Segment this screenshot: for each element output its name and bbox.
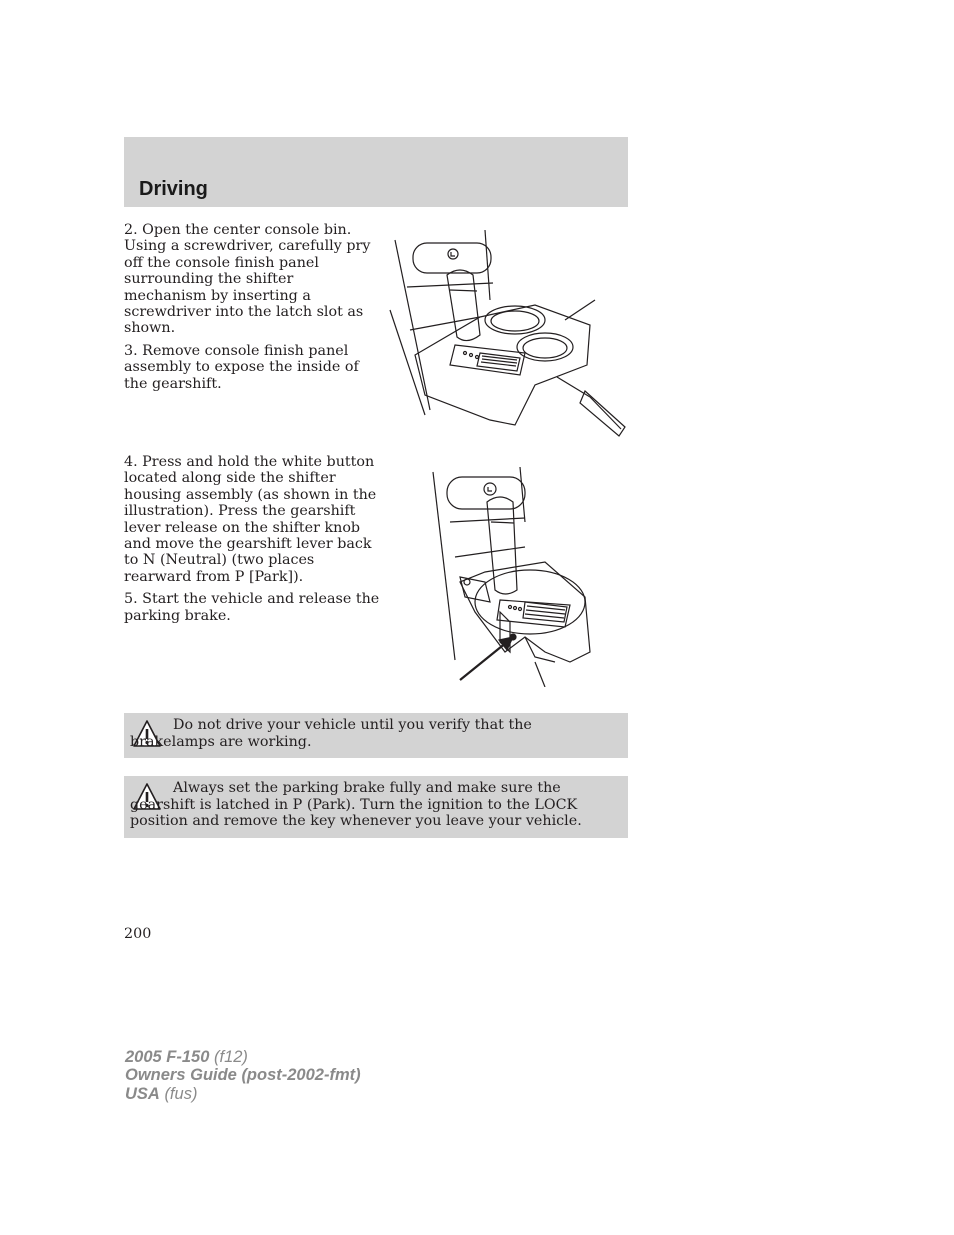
warning-text-brakelamps: Do not drive your vehicle until you verify that the brakelamps are working. xyxy=(130,717,532,750)
shifter-button-illustration xyxy=(425,462,605,687)
step-5: 5. Start the vehicle and release the parking brake. xyxy=(124,591,380,624)
document-footer xyxy=(125,1048,361,1103)
footer-model: 2005 F-150 xyxy=(125,1048,210,1066)
console-screwdriver-illustration xyxy=(385,225,630,440)
steps-bottom xyxy=(124,454,380,630)
footer-guide: Owners Guide (post-2002-fmt) xyxy=(125,1066,361,1085)
warning-box-brakelamps xyxy=(124,713,628,758)
page-number: 200 xyxy=(124,926,152,942)
step-3: 3. Remove console finish panel assembly to expose the inside of the gearshift. xyxy=(124,342,359,392)
warning-text-parking: Always set the parking brake fully and make sure the gearshift is latched in P (Park). Turn the ignition to the LOCK position and remove the key whenever you leave your vehicle. xyxy=(130,780,582,830)
footer-region-code: (fus) xyxy=(164,1084,198,1103)
step-2: 2. Open the center console bin. Using a screwdriver, carefully pry off the console finish panel surrounding the shifter mechanism by inserting a screwdriver into the latch slot as shown. xyxy=(124,222,371,337)
section-title: Driving xyxy=(139,178,208,200)
steps-top xyxy=(124,222,380,398)
step-4: 4. Press and hold the white button located along side the shifter housing assembly (as shown in the illustration). Press the gearshift lever release on the shifter knob and move the gearshift lever back to N (Neutral) (two places rearward from P [Park]). xyxy=(124,454,377,585)
warning-box-parking xyxy=(124,776,628,838)
footer-region: USA xyxy=(125,1084,160,1103)
footer-model-code: (f12) xyxy=(214,1048,248,1066)
section-header xyxy=(124,137,628,207)
